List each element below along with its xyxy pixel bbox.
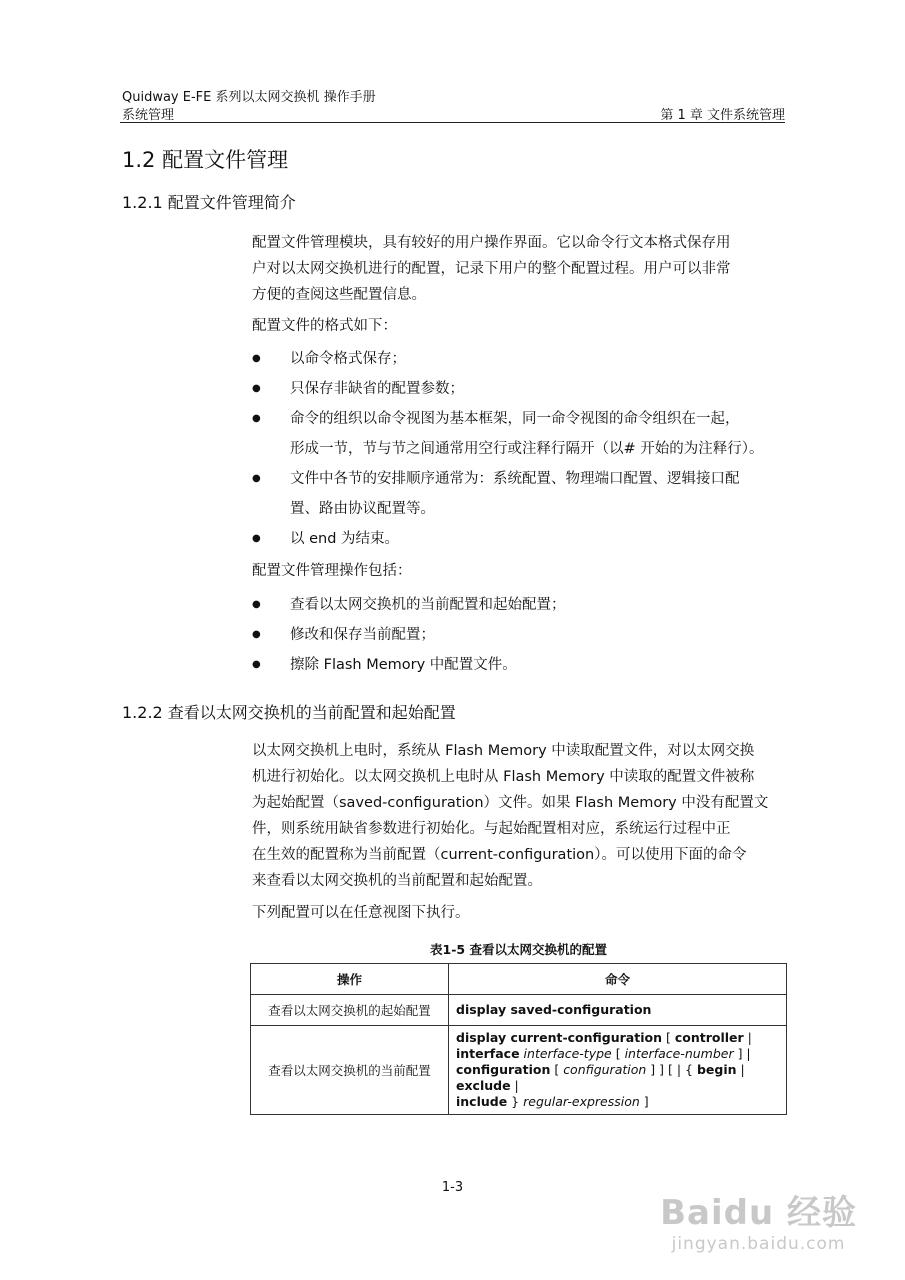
any-view-note: 下列配置可以在任意视图下执行。 [252,905,470,921]
operations-intro: 配置文件管理操作包括： [252,563,412,579]
view-config-line-4: 件，则系统用缺省参数进行初始化。与起始配置相对应，系统运行过程中正 [252,821,731,837]
watermark-logo: Baidu 经验 [660,1193,857,1233]
header-manual-title: Quidway E-FE 系列以太网交换机 操作手册 [122,90,376,105]
table-header-row [251,964,787,995]
bullet-icon: ● [252,353,261,364]
bullet-icon: ● [252,533,261,544]
view-config-line-1: 以太网交换机上电时，系统从 Flash Memory 中读取配置文件，对以太网交换 [252,743,755,759]
watermark-site: jingyan.baidu.com [671,1234,846,1254]
view-config-line-3: 为起始配置（saved-configuration）文件。如果 Flash Memory 中没有配置文 [252,795,769,811]
header-section-name: 系统管理 [122,108,175,123]
subsection-title-intro: 1.2.1 配置文件管理简介 [122,193,296,212]
column-header-command: 命令 [449,964,787,995]
bullet-icon: ● [252,659,261,670]
bullet-icon: ● [252,413,261,424]
command-cell: display current-configuration [ controller | interface interface-type [ interface-number ] | configuration [ configuration ] ] [ | { begin | exclude | include } regular-expression ] [449,1026,787,1115]
operation-cell: 查看以太网交换机的当前配置 [251,1026,449,1115]
table-row [251,1026,787,1115]
column-header-operation: 操作 [251,964,449,995]
view-config-line-2: 机进行初始化。以太网交换机上电时从 Flash Memory 中读取的配置文件被称 [252,769,755,785]
header-chapter-name: 第 1 章 文件系统管理 [660,108,785,123]
watermark [660,1185,857,1254]
command-cell: display saved-configuration [449,995,787,1026]
intro-paragraph-line-3: 方便的查阅这些配置信息。 [252,287,426,303]
intro-paragraph-line-1: 配置文件管理模块，具有较好的用户操作界面。它以命令行文本格式保存用 [252,235,731,251]
view-config-line-5: 在生效的配置称为当前配置（current-configuration）。可以使用下面的命令 [252,847,747,863]
bullet-icon: ● [252,599,261,610]
bullet-icon: ● [252,473,261,484]
command-table [250,963,787,1115]
intro-paragraph-line-2: 户对以太网交换机进行的配置，记录下用户的整个配置过程。用户可以非常 [252,261,731,277]
header-divider [120,122,785,123]
bullet-icon: ● [252,629,261,640]
table-caption: 表1-5 查看以太网交换机的配置 [430,942,607,957]
operation-cell: 查看以太网交换机的起始配置 [251,995,449,1026]
page-number: 1-3 [441,1180,464,1195]
view-config-line-6: 来查看以太网交换机的当前配置和起始配置。 [252,873,542,889]
format-intro: 配置文件的格式如下： [252,318,397,334]
subsection-title-view-config: 1.2.2 查看以太网交换机的当前配置和起始配置 [122,703,456,722]
bullet-icon: ● [252,383,261,394]
section-title: 1.2 配置文件管理 [122,148,289,172]
table-row [251,995,787,1026]
